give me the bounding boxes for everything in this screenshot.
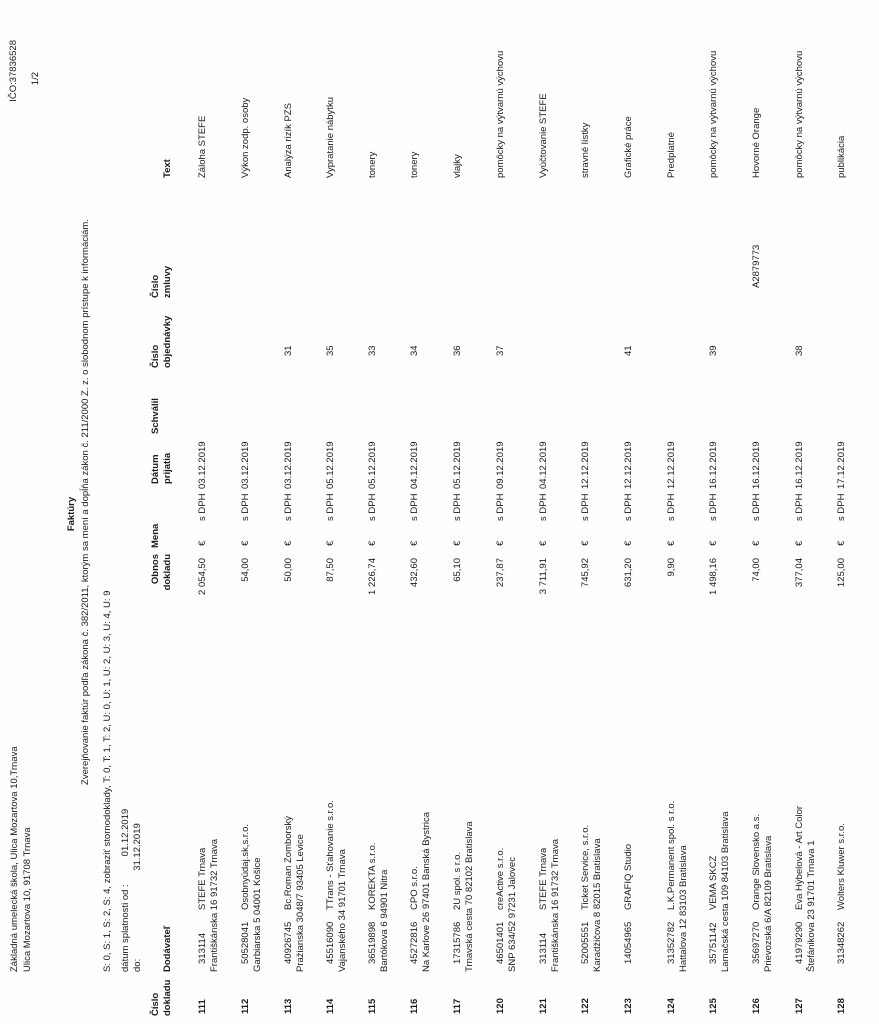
school-name: Základná umelecká škola, Ulica Mozartova 10,Trnava xyxy=(9,746,20,972)
invoice-number: 126 xyxy=(751,998,762,1014)
vat-flag: s DPH xyxy=(836,493,847,521)
invoice-text: Analýza rizík PZS xyxy=(283,103,294,178)
supplier-name: STEFE Trnava xyxy=(197,847,208,910)
received-date: 05.12.2019 xyxy=(452,441,463,489)
col-header-zmluva xyxy=(150,266,174,298)
invoice-amount: 74,00 xyxy=(751,558,762,582)
supplier-name: GRAFIQ Studio xyxy=(623,844,634,910)
col-header-objednavka-1: Číslo xyxy=(150,344,161,368)
table-row xyxy=(239,0,283,1024)
currency: € xyxy=(197,540,208,546)
date-to-label: do: xyxy=(132,958,143,972)
invoice-text: Predplatné xyxy=(666,132,677,178)
invoice-number: 123 xyxy=(623,998,634,1014)
received-date: 16.12.2019 xyxy=(708,441,719,489)
currency: € xyxy=(708,540,719,546)
table-row xyxy=(707,0,751,1024)
invoice-amount: 3 711,91 xyxy=(538,558,549,595)
received-date: 16.12.2019 xyxy=(751,441,762,489)
school-header xyxy=(8,746,34,972)
supplier-name: Ticket Service, s.r.o. xyxy=(580,824,591,910)
supplier-ico: 31352782 xyxy=(666,921,677,964)
currency: € xyxy=(538,540,549,546)
currency: € xyxy=(666,540,677,546)
received-date: 05.12.2019 xyxy=(325,441,336,489)
supplier-name: STEFE Trnava xyxy=(538,847,549,910)
table-row xyxy=(537,0,581,1024)
vat-flag: s DPH xyxy=(666,493,677,521)
invoice-amount: 237,87 xyxy=(495,558,506,588)
table-row xyxy=(835,0,879,1024)
vat-flag: s DPH xyxy=(708,493,719,521)
supplier-name: Wolters Kluwer s.r.o. xyxy=(836,823,847,910)
invoice-number: 127 xyxy=(794,998,805,1014)
received-date: 03.12.2019 xyxy=(283,441,294,489)
supplier-ico: 35751142 xyxy=(708,922,719,964)
col-header-mena: Mena xyxy=(150,523,161,548)
table-row xyxy=(579,0,623,1024)
supplier-ico: 45516090 xyxy=(325,921,336,964)
invoice-amount: 87,50 xyxy=(325,558,336,582)
invoice-text: Vypratanie nábytku xyxy=(325,97,336,178)
invoice-amount: 9,90 xyxy=(666,558,677,577)
invoice-text: Záloha STEFE xyxy=(197,115,208,178)
table-row xyxy=(408,0,452,1024)
invoice-number: 122 xyxy=(580,998,591,1014)
supplier-ico: 36519898 xyxy=(367,921,378,964)
invoice-number: 112 xyxy=(240,998,251,1014)
vat-flag: s DPH xyxy=(367,493,378,521)
col-header-dokladu: dokladu xyxy=(162,979,173,1016)
supplier-address: Pražianska 3048/7 93405 Levice xyxy=(295,834,306,972)
received-date: 12.12.2019 xyxy=(623,441,634,489)
filter-line: S: 0, S: 1, S: 2, S: 4, zobraziť stornodoklady, T: 0, T: 1, T: 2, U: 0, U: 1, U: 2, U: 3, U: 4, U: 9 xyxy=(102,590,113,972)
invoice-text: Grafické práce xyxy=(623,116,634,178)
supplier-ico: 46501401 xyxy=(495,921,506,964)
col-header-objednavka xyxy=(150,316,174,368)
currency: € xyxy=(240,540,251,546)
invoice-amount: 631,20 xyxy=(623,558,634,588)
supplier-ico: 40926745 xyxy=(283,921,294,964)
supplier-address: Lamačská cesta 109 84103 Bratislava xyxy=(720,811,731,972)
invoice-amount: 377,04 xyxy=(794,558,805,588)
received-date: 16.12.2019 xyxy=(794,441,805,489)
currency: € xyxy=(580,540,591,546)
supplier-address: Prievozská 6/A 82109 Bratislava xyxy=(763,835,774,972)
supplier-address: Štefánikova 23 91701 Trnava 1 xyxy=(806,840,817,972)
order-number: 34 xyxy=(409,345,420,356)
order-number: 41 xyxy=(623,345,634,356)
vat-flag: s DPH xyxy=(794,493,805,521)
col-header-datum-2: prijatia xyxy=(162,452,173,484)
date-to-value: 31.12.2019 xyxy=(132,823,143,871)
invoice-number: 125 xyxy=(708,998,719,1014)
page-number: 1/2 xyxy=(30,72,41,86)
received-date: 03.12.2019 xyxy=(240,441,251,489)
supplier-address: Karadžičova 8 82015 Bratislava xyxy=(592,838,603,972)
col-header-zmluva-1: Číslo xyxy=(150,274,161,298)
supplier-name: creActive s.r.o. xyxy=(495,847,506,910)
currency: € xyxy=(794,540,805,546)
invoice-number: 115 xyxy=(367,998,378,1014)
invoice-amount: 54,00 xyxy=(240,558,251,582)
invoice-amount: 65,10 xyxy=(452,558,463,582)
order-number: 39 xyxy=(708,345,719,356)
supplier-ico: 45272816 xyxy=(409,921,420,964)
vat-flag: s DPH xyxy=(283,493,294,521)
vat-flag: s DPH xyxy=(623,493,634,521)
currency: € xyxy=(751,540,762,546)
table-row xyxy=(366,0,410,1024)
invoice-number: 121 xyxy=(538,998,549,1014)
table-row xyxy=(622,0,666,1024)
vat-flag: s DPH xyxy=(538,493,549,521)
invoice-amount: 432,60 xyxy=(409,558,420,588)
vat-flag: s DPH xyxy=(409,493,420,521)
invoice-text: pomôcky na výtvarnú výchovu xyxy=(708,50,719,178)
table-row xyxy=(793,0,837,1024)
invoice-text: vlajky xyxy=(452,154,463,178)
vat-flag: s DPH xyxy=(325,493,336,521)
col-header-zmluva-2: zmluvy xyxy=(162,265,173,298)
invoice-amount: 50,00 xyxy=(283,558,294,582)
order-number: 33 xyxy=(367,345,378,356)
vat-flag: s DPH xyxy=(580,493,591,521)
received-date: 17.12.2019 xyxy=(836,441,847,489)
col-header-obnos-2: dokladu xyxy=(162,554,173,591)
supplier-ico: 14054965 xyxy=(623,921,634,964)
col-header-text: Text xyxy=(162,159,173,178)
supplier-ico: 50528041 xyxy=(240,921,251,964)
col-header-objednavka-2: objednávky xyxy=(162,315,173,368)
col-header-obnos xyxy=(150,554,174,614)
invoice-amount: 125,00 xyxy=(836,558,847,588)
supplier-address: Bartókova 6 94901 Nitra xyxy=(379,869,390,972)
supplier-name: VEMA SKCZ xyxy=(708,855,719,910)
currency: € xyxy=(623,540,634,546)
table-row xyxy=(665,0,709,1024)
invoice-amount: 1 498,16 xyxy=(708,558,719,595)
received-date: 12.12.2019 xyxy=(580,441,591,489)
supplier-name: Eva Hýbelová - Art Color xyxy=(794,805,805,910)
order-number: 36 xyxy=(452,345,463,356)
supplier-name: Osobnyúdaj.sk,s.r.o. xyxy=(240,823,251,910)
page-title: Faktúry xyxy=(66,496,77,532)
supplier-address: Hattalova 12 83103 Bratislava xyxy=(678,845,689,972)
invoice-amount: 2 054,50 xyxy=(197,558,208,595)
supplier-name: Orange Slovensko a.s. xyxy=(751,813,762,910)
received-date: 04.12.2019 xyxy=(538,441,549,489)
invoice-text: stravné lístky xyxy=(580,122,591,178)
received-date: 03.12.2019 xyxy=(197,441,208,489)
invoice-text: tonery xyxy=(367,151,378,178)
order-number: 35 xyxy=(325,345,336,356)
invoice-text: pomôcky na výtvarnú výchovu xyxy=(794,50,805,178)
supplier-name: KOREKTA s.r.o. xyxy=(367,842,378,910)
supplier-ico: 313114 xyxy=(197,933,208,964)
table-row xyxy=(750,0,794,1024)
supplier-ico: 35697270 xyxy=(751,921,762,964)
table-row xyxy=(451,0,495,1024)
invoice-text: pomôcky na výtvarnú výchovu xyxy=(495,50,506,178)
supplier-address: Františkánska 16 91732 Trnava xyxy=(550,838,561,972)
currency: € xyxy=(495,540,506,546)
supplier-name: L.K.Permanent spol. s r.o. xyxy=(666,800,677,910)
col-header-datum xyxy=(150,453,174,484)
supplier-ico: 41979290 xyxy=(794,921,805,964)
supplier-name: CPO s.r.o. xyxy=(409,866,420,910)
currency: € xyxy=(367,540,378,546)
supplier-name: TTrans - Sťahovanie s.r.o. xyxy=(325,800,336,910)
order-number: 37 xyxy=(495,345,506,356)
date-from-label: dátum splatnosti od : xyxy=(120,884,131,972)
supplier-address: SNP 634/52 97231 Jalovec xyxy=(507,857,518,972)
order-number: 38 xyxy=(794,345,805,356)
invoice-text: tonery xyxy=(409,151,420,178)
supplier-ico: 313114 xyxy=(538,933,549,964)
received-date: 05.12.2019 xyxy=(367,441,378,489)
invoice-amount: 1 226,74 xyxy=(367,558,378,595)
col-header-schvalil: Schválil xyxy=(150,398,161,434)
supplier-ico: 31348262 xyxy=(836,921,847,964)
invoice-text: Výkon zodp. osoby xyxy=(240,97,251,178)
currency: € xyxy=(283,540,294,546)
vat-flag: s DPH xyxy=(452,493,463,521)
col-header-obnos-1: Obnos xyxy=(150,554,161,585)
col-header-cislo: Číslo xyxy=(150,992,161,1016)
vat-flag: s DPH xyxy=(240,493,251,521)
currency: € xyxy=(836,540,847,546)
invoice-number: 114 xyxy=(325,998,336,1014)
supplier-ico: 17315786 xyxy=(452,921,463,964)
invoice-number: 117 xyxy=(452,998,463,1014)
table-row xyxy=(324,0,368,1024)
received-date: 09.12.2019 xyxy=(495,441,506,489)
table-row xyxy=(196,0,240,1024)
vat-flag: s DPH xyxy=(751,493,762,521)
order-number: 31 xyxy=(283,345,294,356)
supplier-address: Garbiarska 5 04001 Košice xyxy=(252,857,263,972)
invoice-text: publikácia xyxy=(836,135,847,178)
date-from-value: 01.12.2019 xyxy=(120,808,131,857)
supplier-address: Františkánska 16 91732 Trnava xyxy=(209,838,220,972)
school-address: Ulica Mozartova 10, 91708 Trnava xyxy=(22,827,33,972)
invoice-text: Vyúčtovanie STEFE xyxy=(538,93,549,178)
law-reference: Zverejňovanie faktúr podľa zákona č. 382/2011, ktorým sa mení a dopĺňa zákon č. 211/2000 Z. z. o slobodnom prístupe k informáciám. xyxy=(80,219,91,785)
contract-number: A2879773 xyxy=(751,244,762,288)
col-header-cislo-dokladu xyxy=(150,980,174,1016)
supplier-ico: 52005551 xyxy=(580,921,591,964)
table-row xyxy=(282,0,326,1024)
invoice-number: 124 xyxy=(666,998,677,1014)
invoice-number: 128 xyxy=(836,998,847,1014)
vat-flag: s DPH xyxy=(197,493,208,521)
invoice-number: 111 xyxy=(197,999,208,1014)
currency: € xyxy=(325,540,336,546)
ico-number: IČO:37836528 xyxy=(8,40,19,102)
invoice-number: 120 xyxy=(495,998,506,1014)
invoice-text: Hovorné Orange xyxy=(751,107,762,178)
received-date: 12.12.2019 xyxy=(666,441,677,489)
invoice-number: 116 xyxy=(409,998,420,1014)
supplier-name: 2U spol. s r.o. xyxy=(452,851,463,910)
invoice-amount: 745,92 xyxy=(580,558,591,588)
currency: € xyxy=(452,540,463,546)
invoice-number: 113 xyxy=(283,998,294,1014)
supplier-address: Vajanského 34 91701 Trnava xyxy=(337,849,348,972)
supplier-address: Trnavská cesta 70 82102 Bratislava xyxy=(464,821,475,972)
col-header-datum-1: Dátum xyxy=(150,454,161,484)
supplier-name: Bc.Roman Zomborský xyxy=(283,816,294,910)
received-date: 04.12.2019 xyxy=(409,441,420,489)
col-header-dodavatel: Dodávateľ xyxy=(162,925,173,972)
currency: € xyxy=(409,540,420,546)
table-row xyxy=(494,0,538,1024)
vat-flag: s DPH xyxy=(495,493,506,521)
supplier-address: Na Karlove 26 97401 Banská Bystrica xyxy=(421,811,432,972)
date-range xyxy=(120,809,144,972)
